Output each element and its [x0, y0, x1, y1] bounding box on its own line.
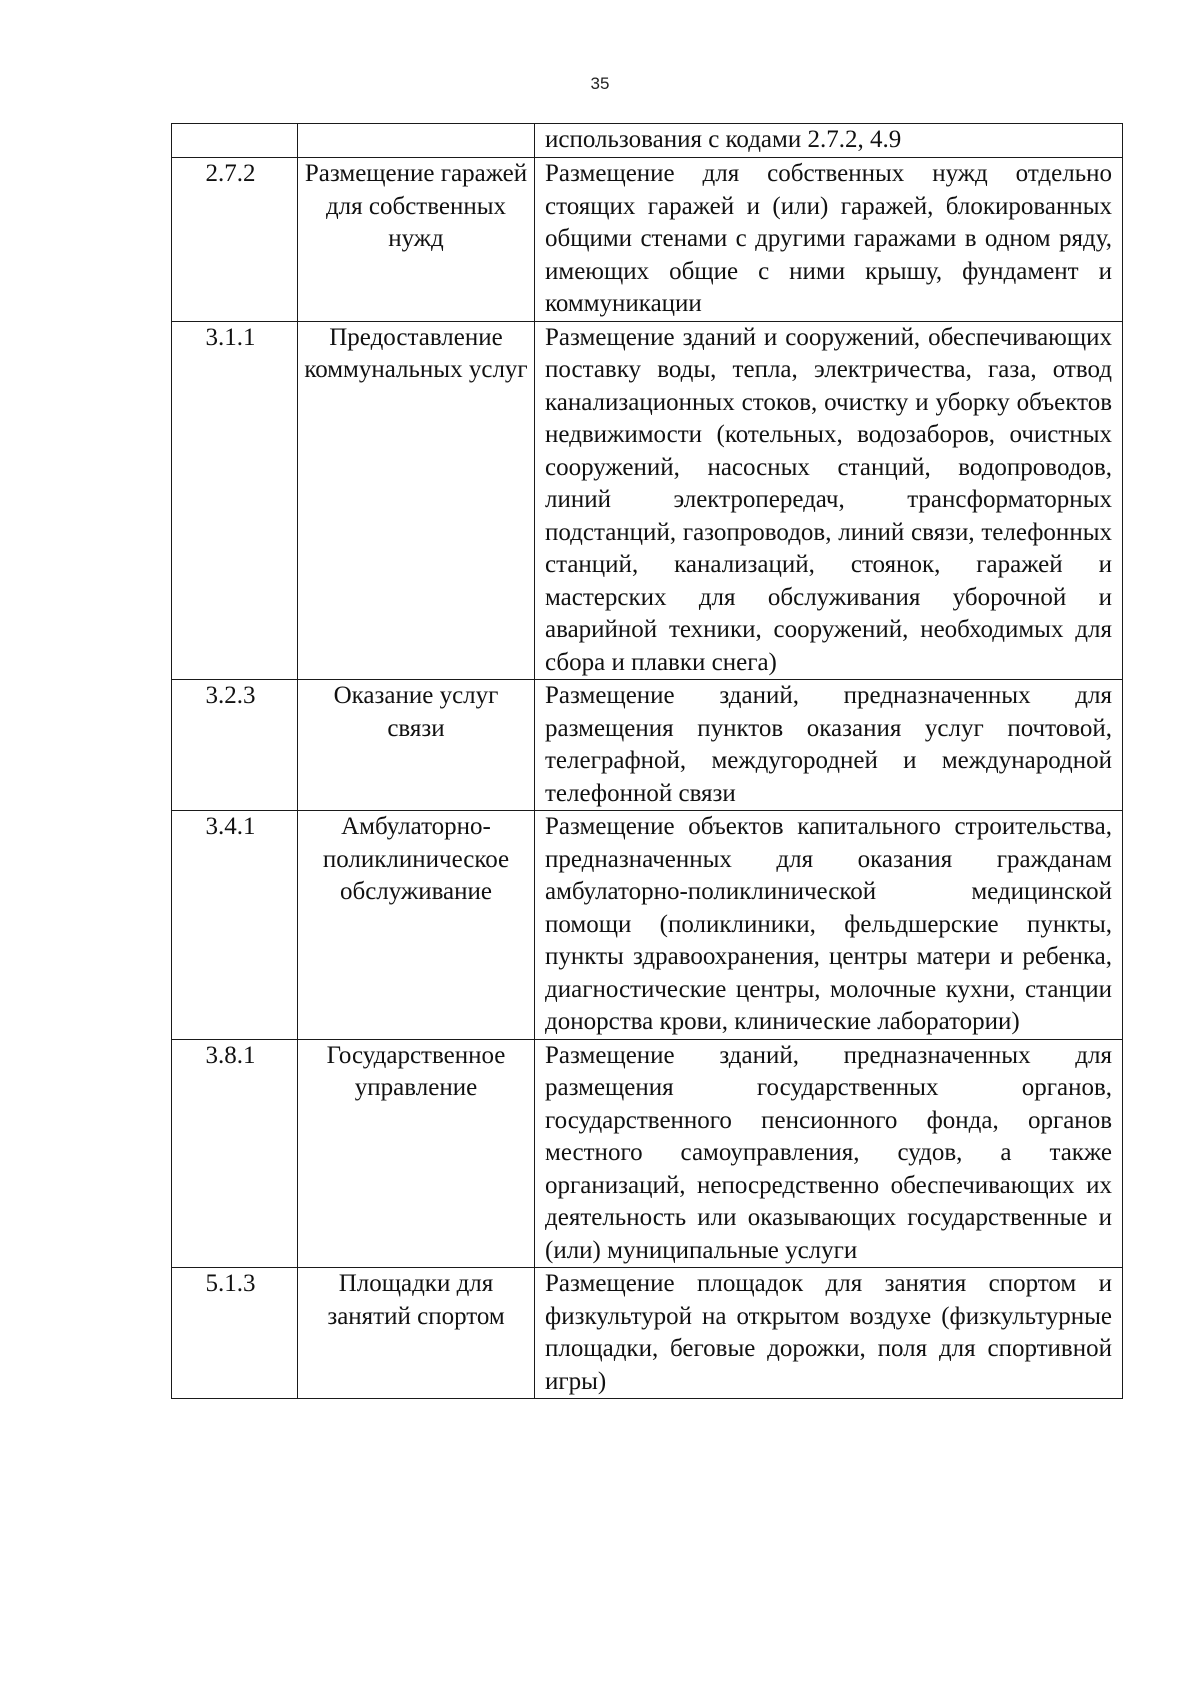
table-row: [172, 1039, 1123, 1268]
name-cell: Площадки для занятий спортом: [298, 1268, 535, 1399]
code-cell: [172, 124, 298, 158]
description-cell: Размещение для собственных нужд отдельно стоящих гаражей и (или) гаражей, блокированных общими стенами с другими гаражами в одном ряду, имеющих общие с ними крышу, фундамент и коммуникации: [535, 158, 1123, 322]
name-cell: Оказание услуг связи: [298, 680, 535, 811]
name-cell: Размещение гаражей для собственных нужд: [298, 158, 535, 322]
description-cell: Размещение площадок для занятия спортом и физкультурой на открытом воздухе (физкультурные площадки, беговые дорожки, поля для спортивной игры): [535, 1268, 1123, 1399]
name-cell: Государственное управление: [298, 1039, 535, 1268]
table-row: [172, 158, 1123, 322]
table-row: [172, 811, 1123, 1040]
table-row: [172, 321, 1123, 680]
code-cell: 3.8.1: [172, 1039, 298, 1268]
name-cell: Амбулаторно-поликлиническое обслуживание: [298, 811, 535, 1040]
name-cell: [298, 124, 535, 158]
page-number: 35: [590, 74, 610, 93]
description-cell: использования с кодами 2.7.2, 4.9: [535, 124, 1123, 158]
description-cell: Размещение зданий, предназначенных для размещения государственных органов, государственного пенсионного фонда, органов местного самоуправления, судов, а также организаций, непосредственно обеспечивающих их деятельность или оказывающих государственные и (или) муниципальные услуги: [535, 1039, 1123, 1268]
code-cell: 3.4.1: [172, 811, 298, 1040]
description-cell: Размещение зданий, предназначенных для размещения пунктов оказания услуг почтовой, телеграфной, междугородней и международной телефонной связи: [535, 680, 1123, 811]
table-row: [172, 680, 1123, 811]
description-cell: Размещение зданий и сооружений, обеспечивающих поставку воды, тепла, электричества, газа, отвод канализационных стоков, очистку и уборку объектов недвижимости (котельных, водозаборов, очистных сооружений, насосных станций, водопроводов, линий электропередач, трансформаторных подстанций, газопроводов, линий связи, телефонных станций, канализаций, стоянок, гаражей и мастерских для обслуживания уборочной и аварийной техники, сооружений, необходимых для сбора и плавки снега): [535, 321, 1123, 680]
code-cell: 2.7.2: [172, 158, 298, 322]
description-cell: Размещение объектов капитального строительства, предназначенных для оказания гражданам амбулаторно-поликлинической медицинской помощи (поликлиники, фельдшерские пункты, пункты здравоохранения, центры матери и ребенка, диагностические центры, молочные кухни, станции донорства крови, клинические лаборатории): [535, 811, 1123, 1040]
name-cell: Предоставление коммунальных услуг: [298, 321, 535, 680]
code-cell: 3.1.1: [172, 321, 298, 680]
table-row-continuation: [172, 124, 1123, 158]
table-row: [172, 1268, 1123, 1399]
code-cell: 3.2.3: [172, 680, 298, 811]
land-use-table: [171, 123, 1123, 1399]
code-cell: 5.1.3: [172, 1268, 298, 1399]
